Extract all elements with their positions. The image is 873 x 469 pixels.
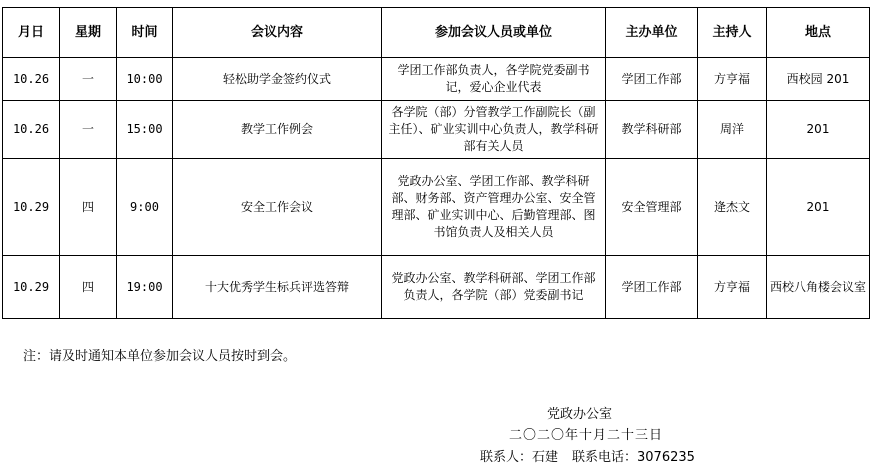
cell-weekday: 一 <box>60 101 117 159</box>
cell-organizer: 安全管理部 <box>606 159 698 256</box>
header-attendees: 参加会议人员或单位 <box>382 8 606 58</box>
cell-attendees: 各学院（部）分管教学工作副院长（副主任）、矿业实训中心负责人，教学科研部有关人员 <box>382 101 606 159</box>
cell-attendees: 党政办公室、教学科研部、学团工作部负责人，各学院（部）党委副书记 <box>382 256 606 319</box>
cell-time: 10:00 <box>117 58 173 101</box>
table-row <box>3 101 870 159</box>
header-time: 时间 <box>117 8 173 58</box>
header-date: 月日 <box>3 8 60 58</box>
meeting-schedule-table <box>2 7 870 319</box>
cell-location: 西校园 201 <box>767 58 870 101</box>
contact-person: 联系人：石建 <box>480 450 559 465</box>
cell-organizer: 教学科研部 <box>606 101 698 159</box>
cell-organizer: 学团工作部 <box>606 58 698 101</box>
cell-organizer: 学团工作部 <box>606 256 698 319</box>
cell-time: 15:00 <box>117 101 173 159</box>
cell-content: 教学工作例会 <box>173 101 382 159</box>
header-weekday: 星期 <box>60 8 117 58</box>
cell-location: 201 <box>767 159 870 256</box>
cell-content: 十大优秀学生标兵评选答辩 <box>173 256 382 319</box>
cell-attendees: 学团工作部负责人，各学院党委副书记，爱心企业代表 <box>382 58 606 101</box>
cell-date: 10.26 <box>3 58 60 101</box>
cell-content: 轻松助学金签约仪式 <box>173 58 382 101</box>
cell-host: 周洋 <box>698 101 767 159</box>
cell-time: 19:00 <box>117 256 173 319</box>
table-header-row <box>3 8 870 58</box>
cell-date: 10.26 <box>3 101 60 159</box>
cell-date: 10.29 <box>3 256 60 319</box>
header-host: 主持人 <box>698 8 767 58</box>
header-location: 地点 <box>767 8 870 58</box>
header-organizer: 主办单位 <box>606 8 698 58</box>
table-row <box>3 58 870 101</box>
cell-time: 9:00 <box>117 159 173 256</box>
header-content: 会议内容 <box>173 8 382 58</box>
contact-line <box>480 446 695 465</box>
contact-phone: 联系电话：3076235 <box>572 450 695 465</box>
cell-weekday: 一 <box>60 58 117 101</box>
cell-location: 201 <box>767 101 870 159</box>
attendance-note: 注：请及时通知本单位参加会议人员按时到会。 <box>23 349 297 364</box>
cell-weekday: 四 <box>60 159 117 256</box>
cell-weekday: 四 <box>60 256 117 319</box>
cell-location: 西校八角楼会议室 <box>767 256 870 319</box>
issuing-office: 党政办公室 <box>547 407 613 422</box>
table-row <box>3 159 870 256</box>
cell-host: 方亨福 <box>698 58 767 101</box>
cell-date: 10.29 <box>3 159 60 256</box>
cell-attendees: 党政办公室、学团工作部、教学科研部、财务部、资产管理办公室、安全管理部、矿业实训中心、后勤管理部、图书馆负责人及相关人员 <box>382 159 606 256</box>
cell-host: 方亨福 <box>698 256 767 319</box>
issue-date: 二〇二〇年十月二十三日 <box>509 428 664 443</box>
table-row <box>3 256 870 319</box>
cell-host: 逄杰文 <box>698 159 767 256</box>
cell-content: 安全工作会议 <box>173 159 382 256</box>
